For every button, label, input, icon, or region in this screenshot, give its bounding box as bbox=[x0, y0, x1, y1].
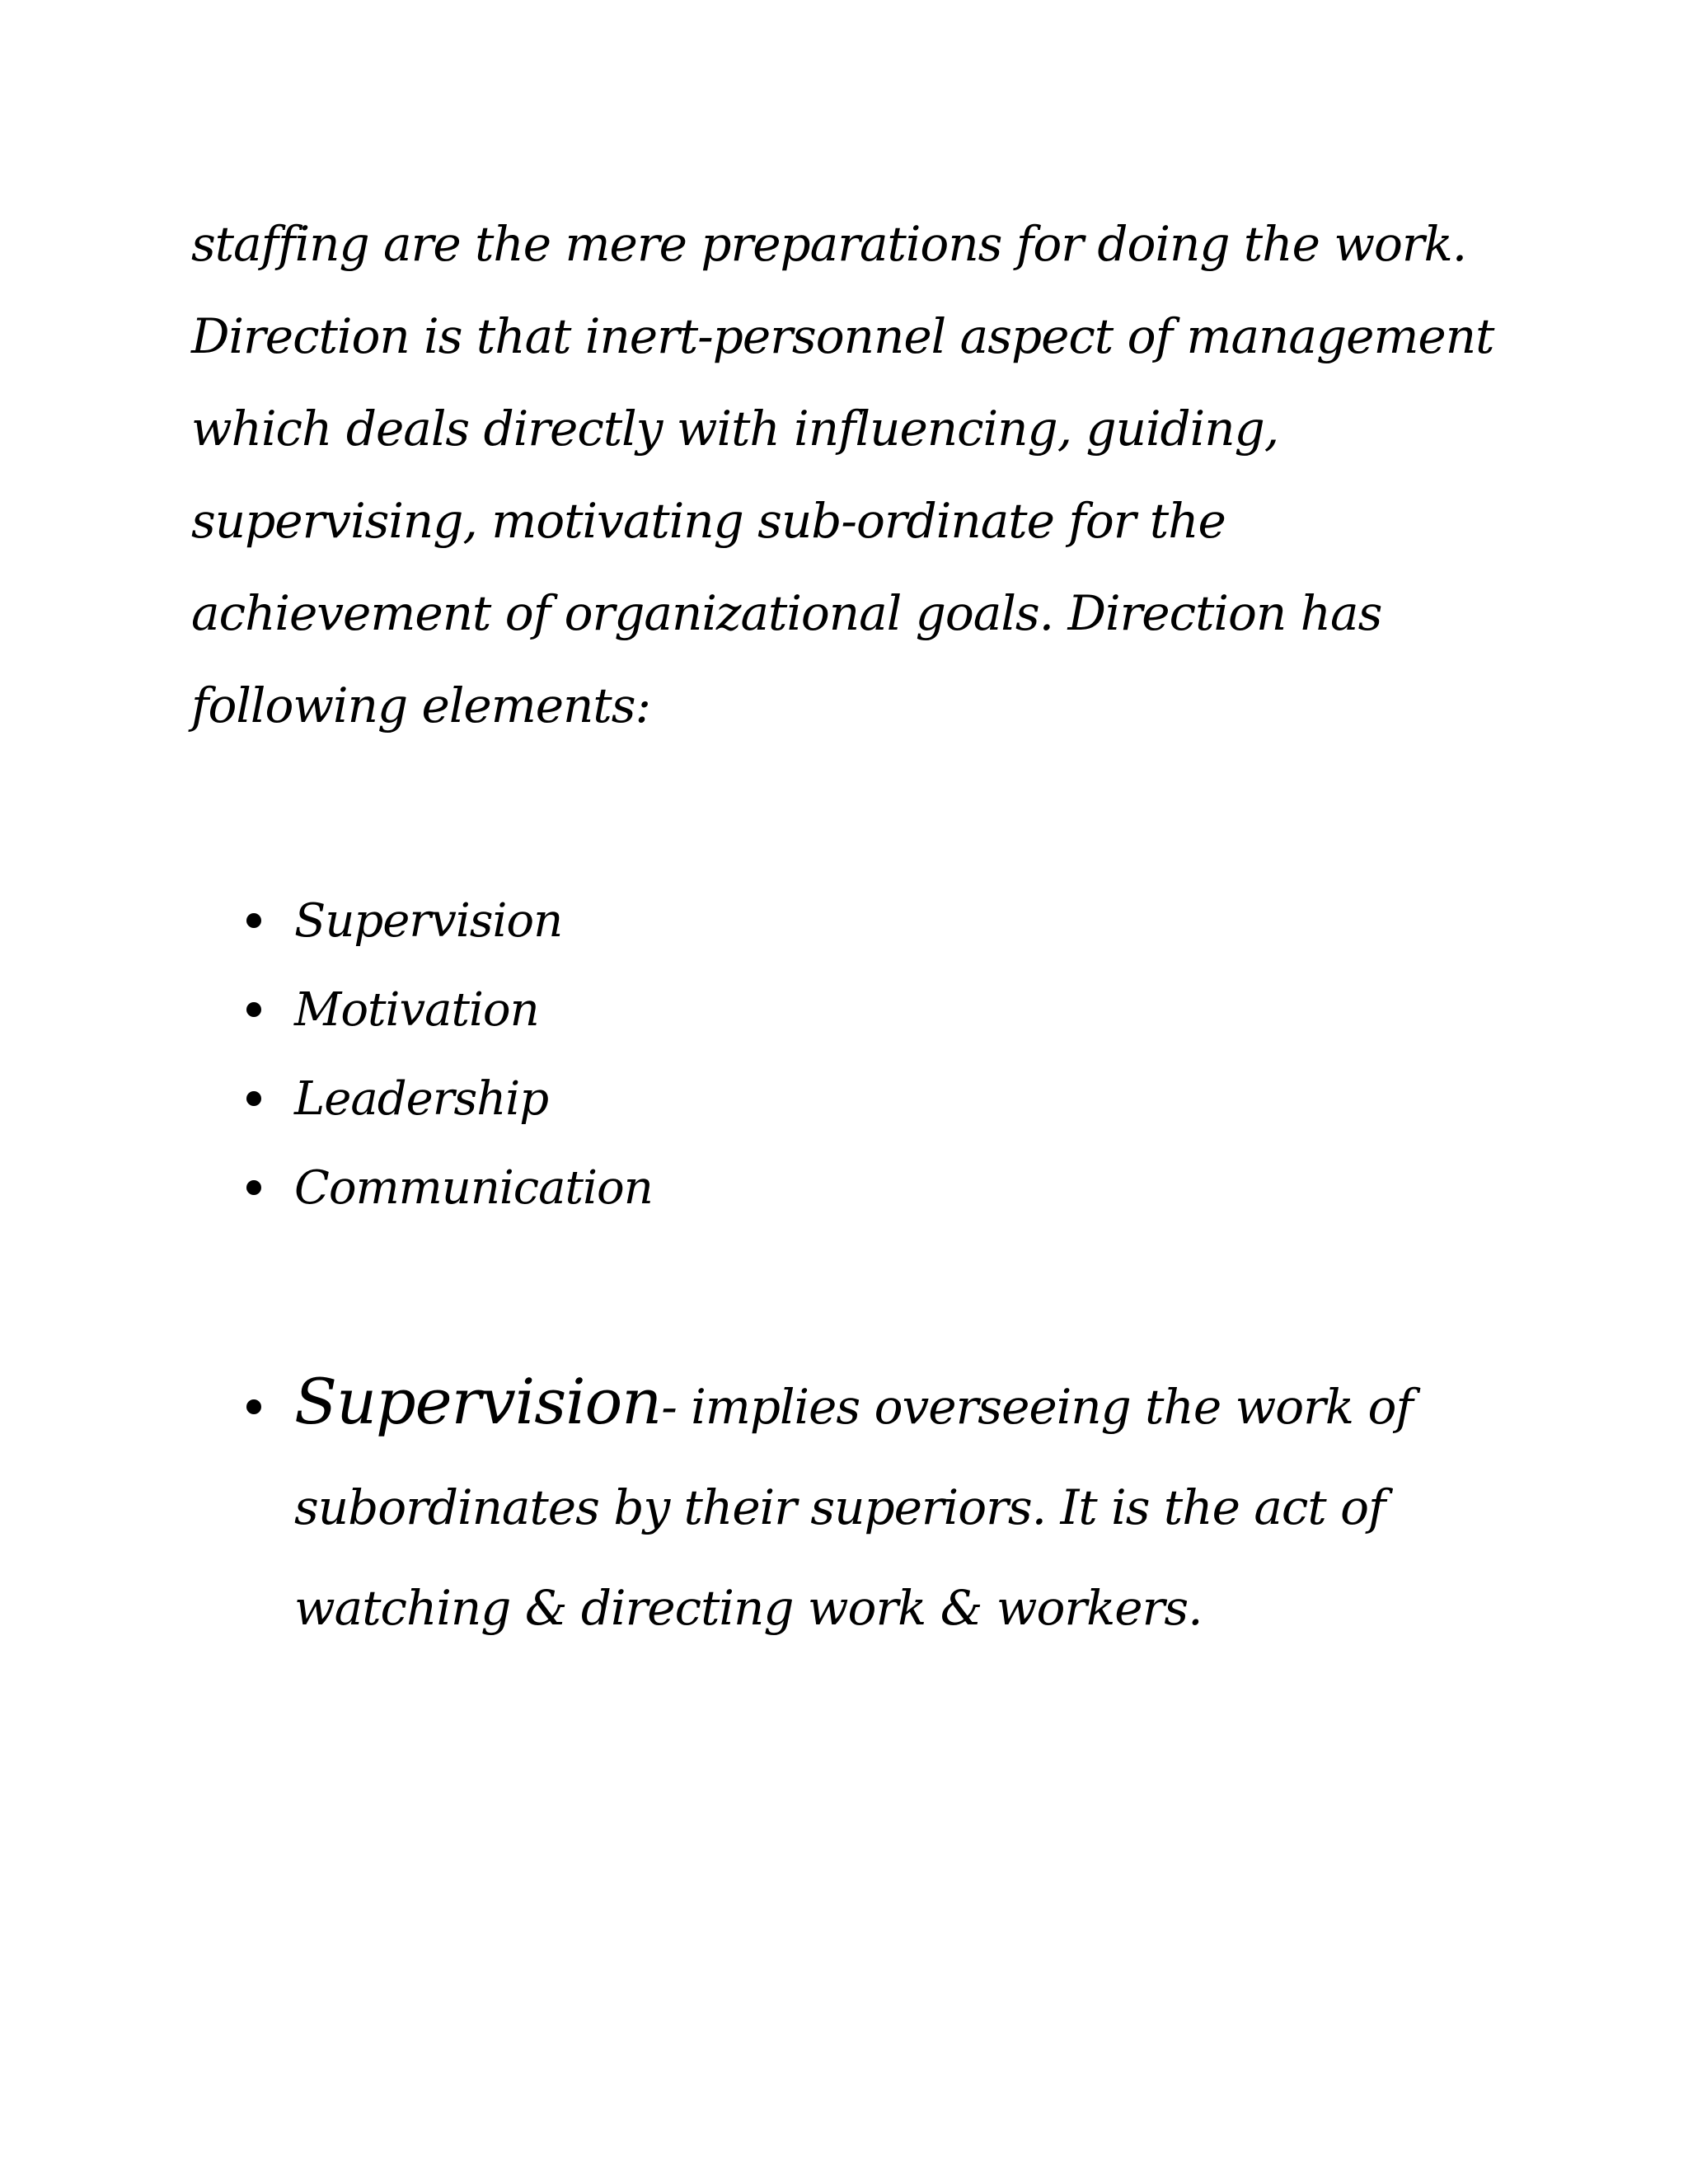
paragraph-line: following elements: bbox=[191, 677, 651, 733]
bullet-icon bbox=[246, 1091, 261, 1106]
bullet-icon bbox=[246, 1399, 261, 1414]
list-item bbox=[235, 1144, 653, 1233]
paragraph-line: Direction is that inert-personnel aspect of management bbox=[191, 308, 1494, 364]
paragraph-line: achievement of organizational goals. Direction has bbox=[191, 585, 1382, 641]
list-item bbox=[235, 966, 653, 1055]
paragraph-line: which deals directly with influencing, guiding, bbox=[191, 401, 1279, 457]
list-item bbox=[235, 877, 653, 966]
definition-body bbox=[235, 1352, 1413, 1658]
list-item bbox=[235, 1055, 653, 1144]
bullet-icon bbox=[246, 1180, 261, 1195]
list-item-label: Leadership bbox=[294, 1072, 549, 1126]
bullet-icon bbox=[246, 913, 261, 928]
list-item-label: Supervision bbox=[294, 894, 563, 948]
paragraph-line: staffing are the mere preparations for doing the work. bbox=[191, 216, 1467, 272]
definition-term: Supervision bbox=[294, 1365, 662, 1438]
supervision-definition bbox=[235, 1352, 1413, 1658]
intro-paragraph bbox=[191, 198, 1543, 752]
paragraph-line: supervising, motivating sub-ordinate for the bbox=[191, 493, 1226, 549]
bullet-icon bbox=[246, 1002, 261, 1017]
definition-line bbox=[294, 1352, 1413, 1457]
list-item-label: Communication bbox=[294, 1161, 653, 1215]
definition-text: - implies overseeing the work of bbox=[661, 1379, 1413, 1435]
definition-line: subordinates by their superiors. It is the act of bbox=[294, 1479, 1386, 1535]
definition-line: watching & directing work & workers. bbox=[294, 1580, 1203, 1636]
list-item-label: Motivation bbox=[294, 983, 539, 1037]
direction-elements-list bbox=[235, 877, 653, 1233]
